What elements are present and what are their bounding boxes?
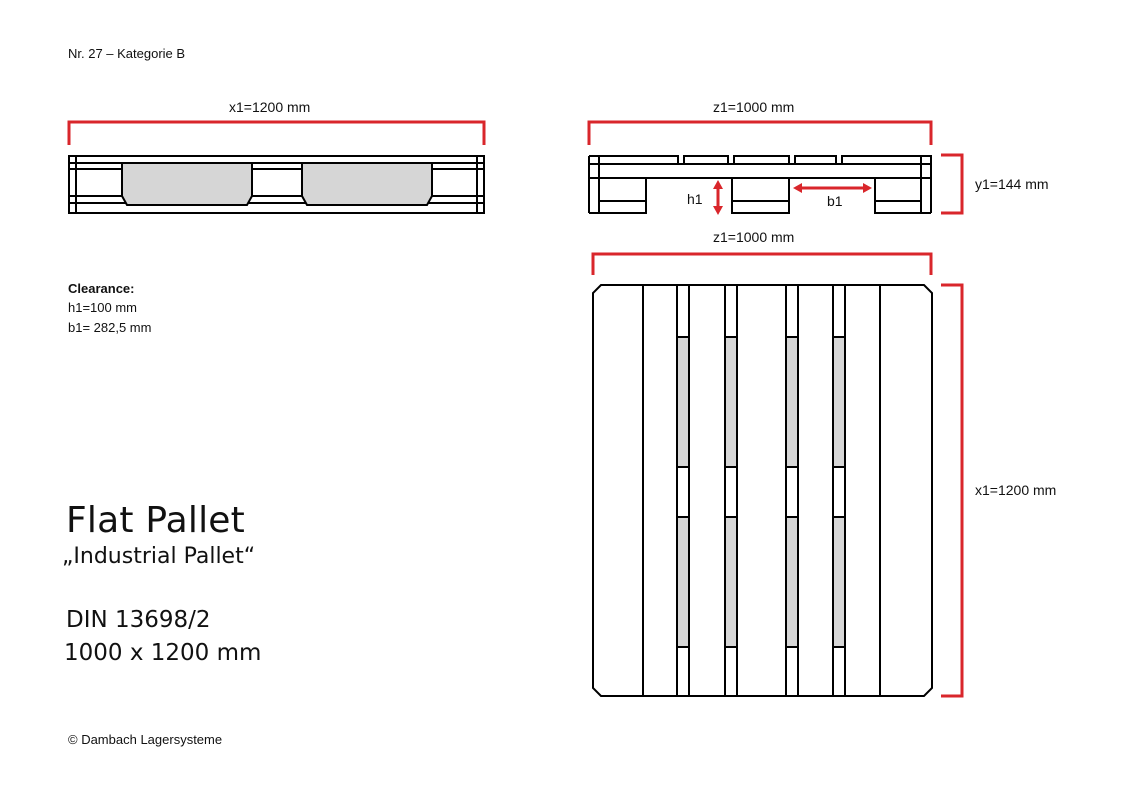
product-title: Flat Pallet <box>66 500 245 541</box>
top-width-dimension-line <box>593 254 931 275</box>
side-fork-opening <box>122 163 252 205</box>
clearance-h1: h1=100 mm <box>68 300 138 315</box>
product-standard: DIN 13698/2 <box>66 607 211 633</box>
h1-label: h1 <box>687 191 703 207</box>
b1-label: b1 <box>827 193 843 209</box>
top-width-label: z1=1000 mm <box>713 229 795 245</box>
top-gray-opening <box>725 337 737 467</box>
front-height-dimension-line <box>941 155 962 213</box>
front-block-middle <box>732 178 789 213</box>
b1-arrow-head <box>793 183 802 193</box>
front-height-label: y1=144 mm <box>975 176 1049 192</box>
h1-arrow-head <box>713 206 723 215</box>
front-width-label: z1=1000 mm <box>713 99 795 115</box>
top-length-dimension-line <box>941 285 962 696</box>
top-gray-opening <box>833 517 845 647</box>
side-length-label: x1=1200 mm <box>229 99 311 115</box>
top-length-label: x1=1200 mm <box>975 482 1057 498</box>
front-block-right <box>875 178 921 213</box>
top-gray-opening <box>677 337 689 467</box>
document-number: Nr. 27 – Kategorie B <box>68 46 186 61</box>
h1-arrow-head <box>713 180 723 189</box>
top-gray-opening <box>725 517 737 647</box>
product-subtitle: „Industrial Pallet“ <box>62 544 256 569</box>
top-gray-opening <box>833 337 845 467</box>
b1-arrow-head <box>863 183 872 193</box>
front-block-left <box>599 178 646 213</box>
side-view <box>69 122 484 213</box>
top-gray-opening <box>786 517 798 647</box>
side-length-dimension-line <box>69 122 484 145</box>
clearance-b1: b1= 282,5 mm <box>68 320 152 335</box>
top-gray-opening <box>786 337 798 467</box>
copyright: © Dambach Lagersysteme <box>68 732 223 747</box>
front-width-dimension-line <box>589 122 931 145</box>
product-size: 1000 x 1200 mm <box>64 640 262 666</box>
top-gray-opening <box>677 517 689 647</box>
top-view <box>593 254 962 696</box>
front-view <box>589 122 962 215</box>
side-fork-opening <box>302 163 432 205</box>
clearance-heading: Clearance: <box>68 281 135 296</box>
